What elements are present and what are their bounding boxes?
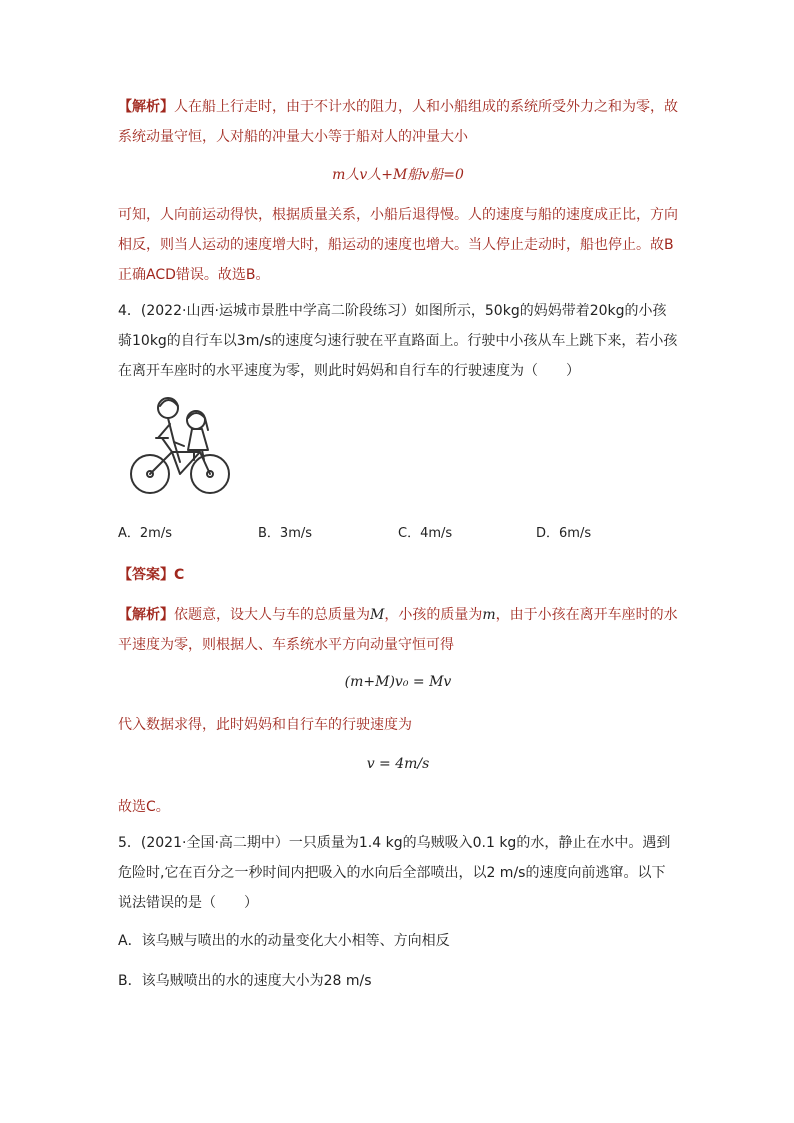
variable-M: M <box>370 607 385 623</box>
option-d: D．6m/s <box>536 526 592 541</box>
question-5-option-a: A．该乌贼与喷出的水的动量变化大小相等、方向相反 <box>118 933 450 949</box>
analysis-4-text: 代入数据求得，此时妈妈和自行车的行驶速度为 <box>118 717 412 733</box>
analysis-4 <box>118 600 678 660</box>
answer-value: C <box>174 567 185 583</box>
variable-m: m <box>482 607 496 623</box>
answer-tag: 【答案】 <box>118 567 174 583</box>
question-4-stem: 4．(2022·山西·运城市景胜中学高二阶段练习）如图所示，50kg的妈妈带着20kg的小孩骑10kg的自行车以3m/s的速度匀速行驶在平直路面上。行驶中小孩从车上跳下来，若小孩在离开车座时的水平速度为零，则此时妈妈和自行车的行驶速度为（ ） <box>118 303 678 379</box>
analysis-tag: 【解析】 <box>118 607 174 623</box>
question-5-stem: 5．(2021·全国·高二期中）一只质量为1.4 kg的乌贼吸入0.1 kg的水，静止在水中。遇到危险时,它在百分之一秒时间内把吸入的水向后全部喷出，以2 m/s的速度向前逃窜。以下说法错误的是（ ） <box>118 835 671 911</box>
analysis-text-2: ，小孩的质量为 <box>384 607 483 623</box>
question-5-option-b: B．该乌贼喷出的水的速度大小为28 m/s <box>118 973 372 989</box>
analysis-text-1: 依题意，设大人与车的总质量为 <box>174 607 370 623</box>
analysis-tag: 【解析】 <box>118 99 174 115</box>
analysis-text-3: ，由于小孩在离开车座时的水平速度为零，则根据人、车系统水平方向动量守恒可得 <box>118 607 678 653</box>
question-4-options <box>118 522 678 546</box>
analysis-1 <box>118 92 678 152</box>
analysis-4-conclusion: 故选C。 <box>118 799 170 815</box>
analysis-1-continued: 可知，人向前运动得快，根据质量关系，小船后退得慢。人的速度与船的速度成正比，方向相反，则当人运动的速度增大时，船运动的速度也增大。当人停止走动时，船也停止。故B正确ACD错误。故选B。 <box>118 207 678 283</box>
equation-result-velocity: v = 4m/s <box>366 756 430 772</box>
option-a: A．2m/s <box>118 526 172 541</box>
answer-4 <box>118 560 678 590</box>
analysis-text: 人在船上行走时，由于不计水的阻力，人和小船组成的系统所受外力之和为零，故系统动量守恒，人对船的冲量大小等于船对人的冲量大小 <box>118 99 678 145</box>
option-c: C．4m/s <box>398 526 453 541</box>
mother-child-bicycle-illustration <box>122 390 234 502</box>
option-b: B．3m/s <box>258 526 313 541</box>
equation-momentum-bicycle: (m+M)v₀ = Mv <box>344 674 452 690</box>
equation-momentum-boat: m人v人+M船v船=0 <box>332 167 464 183</box>
